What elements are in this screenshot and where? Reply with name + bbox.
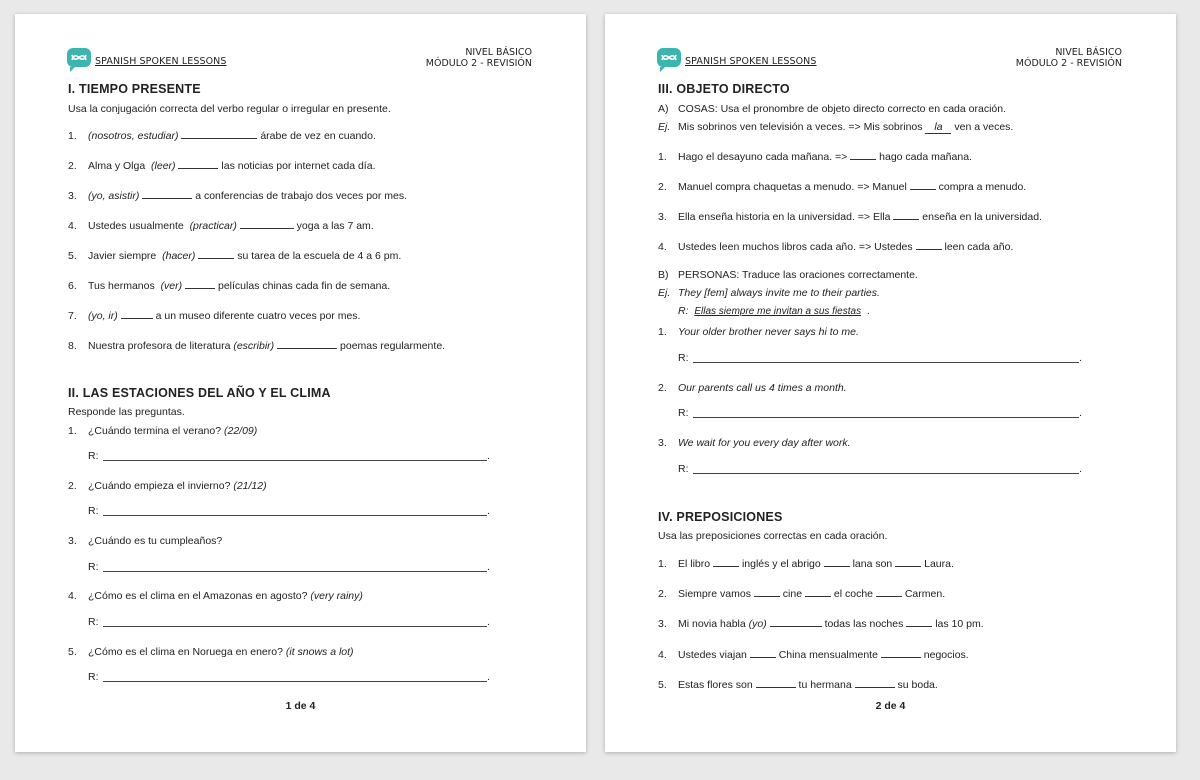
- answer-line[interactable]: [103, 515, 487, 516]
- exercise-item: 5. Javier siempre (hacer) su tarea de la escuela de 4 a 6 pm.: [68, 250, 402, 262]
- answer-blank[interactable]: [906, 616, 932, 627]
- answer-blank[interactable]: [185, 278, 215, 289]
- section-instruction: Responde las preguntas.: [68, 406, 185, 418]
- answer-blank[interactable]: [142, 188, 192, 199]
- r-label: R:: [88, 561, 99, 573]
- subsection-instruction: B) PERSONAS: Traduce las oraciones correctamente.: [658, 269, 918, 281]
- brand-name: SPANISH SPOKEN LESSONS: [685, 56, 817, 67]
- example-sentence: Ej. They [fem] always invite me to their parties.: [658, 287, 880, 299]
- answer-blank[interactable]: [178, 158, 218, 169]
- question-item: 5. ¿Cómo es el clima en Noruega en enero? (it snows a lot): [68, 646, 354, 658]
- exercise-item: 7. (yo, ir) a un museo diferente cuatro veces por mes.: [68, 310, 361, 322]
- answer-blank[interactable]: [850, 149, 876, 160]
- answer-line[interactable]: [103, 626, 487, 627]
- answer-blank[interactable]: [121, 308, 153, 319]
- exercise-item: 2. Siempre vamos cine el coche Carmen.: [658, 588, 946, 600]
- speech-bubble-icon: [67, 48, 91, 67]
- exercise-item: 3. Mi novia habla (yo) todas las noches las 10 pm.: [658, 618, 984, 630]
- answer-blank[interactable]: [750, 647, 776, 658]
- section-title: II. LAS ESTACIONES DEL AÑO Y EL CLIMA: [68, 386, 331, 400]
- answer-blank[interactable]: [881, 647, 921, 658]
- brand-logo: [657, 48, 817, 67]
- exercise-item: 5. Estas flores son tu hermana su boda.: [658, 679, 938, 691]
- question-item: 3. We wait for you every day after work.: [658, 437, 851, 449]
- example-sentence: Ej. Mis sobrinos ven televisión a veces. => Mis sobrinos la ven a veces.: [658, 121, 1014, 133]
- answer-blank[interactable]: [910, 179, 936, 190]
- brand-logo: [67, 48, 227, 67]
- r-label: R:: [88, 505, 99, 517]
- exercise-item: 3. Ella enseña historia en la universidad. => Ella enseña en la universidad.: [658, 211, 1042, 223]
- answer-blank[interactable]: [198, 248, 234, 259]
- worksheet-page-1: SPANISH SPOKEN LESSONS NIVEL BÁSICO MÓDULO 2 - REVISIÓN I. TIEMPO PRESENTE Usa la conjugación correcta del verbo regular o irregular en presente. 1. (nosotros, estudiar) árabe de vez en cuando. 2. Alma y Olga (leer) las noticias por internet cada día. 3. (yo, asistir) a conferencias de trabajo dos veces por mes. 4. Ustedes usualmente (practicar) yoga a las 7 am. 5. Javier siempre (hacer) su tarea de la escuela de 4 a 6 pm. 6. Tus hermanos (ver) películas chinas cada fin de semana. 7. (yo, ir) a un museo diferente cuatro veces por mes. 8. Nuestra profesora de literatura (escribir) poemas regularmente. II. LAS ESTACIONES DEL AÑO Y EL CLIMA Responde las preguntas. 1. ¿Cuándo termina el verano? (22/09) R: . 2. ¿Cuándo empieza el invierno? (21/12) R: . 3. ¿Cuándo es tu cumpleaños? R: . 4. ¿Cómo es el clima en el Amazonas en agosto? (very rainy) R: . 5. ¿Cómo es el clima en Noruega en enero? (it snows a lot) R: . 1 de 4: [15, 14, 586, 752]
- section-title: IV. PREPOSICIONES: [658, 510, 783, 524]
- worksheet-page-2: SPANISH SPOKEN LESSONS NIVEL BÁSICO MÓDULO 2 - REVISIÓN III. OBJETO DIRECTO A) COSAS: Usa el pronombre de objeto directo correcto en cada oración. Ej. Mis sobrinos ven televisión a veces. => Mis sobrinos la ven a veces. 1. Hago el desayuno cada mañana. => hago cada mañana. 2. Manuel compra chaquetas a menudo. => Manuel compra a menudo. 3. Ella enseña historia en la universidad. => Ella enseña en la universidad. 4. Ustedes leen muchos libros cada año. => Ustedes leen cada año. B) PERSONAS: Traduce las oraciones correctamente. Ej. They [fem] always invite me to their parties. R: Ellas siempre me invitan a sus fiestas . 1. Your older brother never says hi to me. R: . 2. Our parents call us 4 times a month. R: . 3. We wait for you every day after work. R: . IV. PREPOSICIONES Usa las preposiciones correctas en cada oración. 1. El libro inglés y el abrigo lana son Laura. 2. Siempre vamos cine el coche Carmen. 3. Mi novia habla (yo) todas las noches las 10 pm. 4. Ustedes viajan China mensualmente negocios. 5. Estas flores son tu hermana su boda. 2 de 4: [605, 14, 1176, 752]
- answer-line[interactable]: [103, 681, 487, 682]
- r-label: R:: [678, 352, 689, 364]
- header-level-module: [1016, 47, 1122, 69]
- r-label: R:: [88, 671, 99, 683]
- brand-name: SPANISH SPOKEN LESSONS: [95, 56, 227, 67]
- answer-blank[interactable]: [713, 556, 739, 567]
- question-item: 1. ¿Cuándo termina el verano? (22/09): [68, 425, 258, 437]
- question-item: 2. ¿Cuándo empieza el invierno? (21/12): [68, 480, 267, 492]
- answer-blank[interactable]: [277, 338, 337, 349]
- section-title: III. OBJETO DIRECTO: [658, 82, 790, 96]
- answer-line[interactable]: [103, 460, 487, 461]
- answer-blank[interactable]: [824, 556, 850, 567]
- page-number: 1 de 4: [285, 700, 316, 712]
- answer-blank[interactable]: [876, 586, 902, 597]
- answer-blank[interactable]: [754, 586, 780, 597]
- speech-bubble-icon: [657, 48, 681, 67]
- answer-blank[interactable]: [770, 616, 822, 627]
- answer-blank[interactable]: [916, 239, 942, 250]
- section-instruction: Usa la conjugación correcta del verbo regular o irregular en presente.: [68, 103, 391, 115]
- exercise-item: 4. Ustedes usualmente (practicar) yoga a las 7 am.: [68, 220, 374, 232]
- exercise-item: 2. Manuel compra chaquetas a menudo. => Manuel compra a menudo.: [658, 181, 1027, 193]
- r-label: R:: [88, 450, 99, 462]
- page-number: 2 de 4: [875, 700, 906, 712]
- answer-blank[interactable]: [895, 556, 921, 567]
- module-label: MÓDULO 2 - REVISIÓN: [1015, 58, 1122, 69]
- exercise-item: 1. El libro inglés y el abrigo lana son Laura.: [658, 558, 954, 570]
- answer-line[interactable]: [693, 473, 1079, 474]
- section-instruction: Usa las preposiciones correctas en cada oración.: [658, 530, 888, 542]
- exercise-item: 1. Hago el desayuno cada mañana. => hago cada mañana.: [658, 151, 972, 163]
- exercise-item: 1. (nosotros, estudiar) árabe de vez en cuando.: [68, 130, 376, 142]
- exercise-item: 2. Alma y Olga (leer) las noticias por internet cada día.: [68, 160, 376, 172]
- answer-line[interactable]: [693, 362, 1079, 363]
- module-label: MÓDULO 2 - REVISIÓN: [425, 58, 532, 69]
- answer-blank[interactable]: [805, 586, 831, 597]
- answer-line[interactable]: [693, 417, 1079, 418]
- answer-blank[interactable]: [181, 128, 257, 139]
- r-label: R:: [678, 407, 689, 419]
- answer-blank[interactable]: [893, 209, 919, 220]
- example-response: R: Ellas siempre me invitan a sus fiestas .: [678, 305, 870, 317]
- question-item: 3. ¿Cuándo es tu cumpleaños?: [68, 535, 223, 547]
- subsection-instruction: A) COSAS: Usa el pronombre de objeto directo correcto en cada oración.: [658, 103, 1007, 115]
- example-answer: Ellas siempre me invitan a sus fiestas: [694, 306, 862, 317]
- level-label: NIVEL BÁSICO: [465, 47, 532, 58]
- answer-blank[interactable]: [240, 218, 294, 229]
- exercise-item: 4. Ustedes viajan China mensualmente negocios.: [658, 649, 969, 661]
- exercise-item: 4. Ustedes leen muchos libros cada año. => Ustedes leen cada año.: [658, 241, 1014, 253]
- section-title: I. TIEMPO PRESENTE: [68, 82, 201, 96]
- answer-line[interactable]: [103, 571, 487, 572]
- answer-blank[interactable]: [756, 677, 796, 688]
- r-label: R:: [88, 616, 99, 628]
- level-label: NIVEL BÁSICO: [1055, 47, 1122, 58]
- answer-blank[interactable]: [855, 677, 895, 688]
- question-item: 4. ¿Cómo es el clima en el Amazonas en agosto? (very rainy): [68, 590, 363, 602]
- question-item: 1. Your older brother never says hi to me.: [658, 326, 859, 338]
- question-item: 2. Our parents call us 4 times a month.: [658, 382, 847, 394]
- exercise-item: 6. Tus hermanos (ver) películas chinas cada fin de semana.: [68, 280, 391, 292]
- exercise-item: 3. (yo, asistir) a conferencias de trabajo dos veces por mes.: [68, 190, 408, 202]
- example-answer: la: [934, 121, 943, 133]
- header-level-module: [426, 47, 532, 69]
- r-label: R:: [678, 463, 689, 475]
- exercise-item: 8. Nuestra profesora de literatura (escribir) poemas regularmente.: [68, 340, 446, 352]
